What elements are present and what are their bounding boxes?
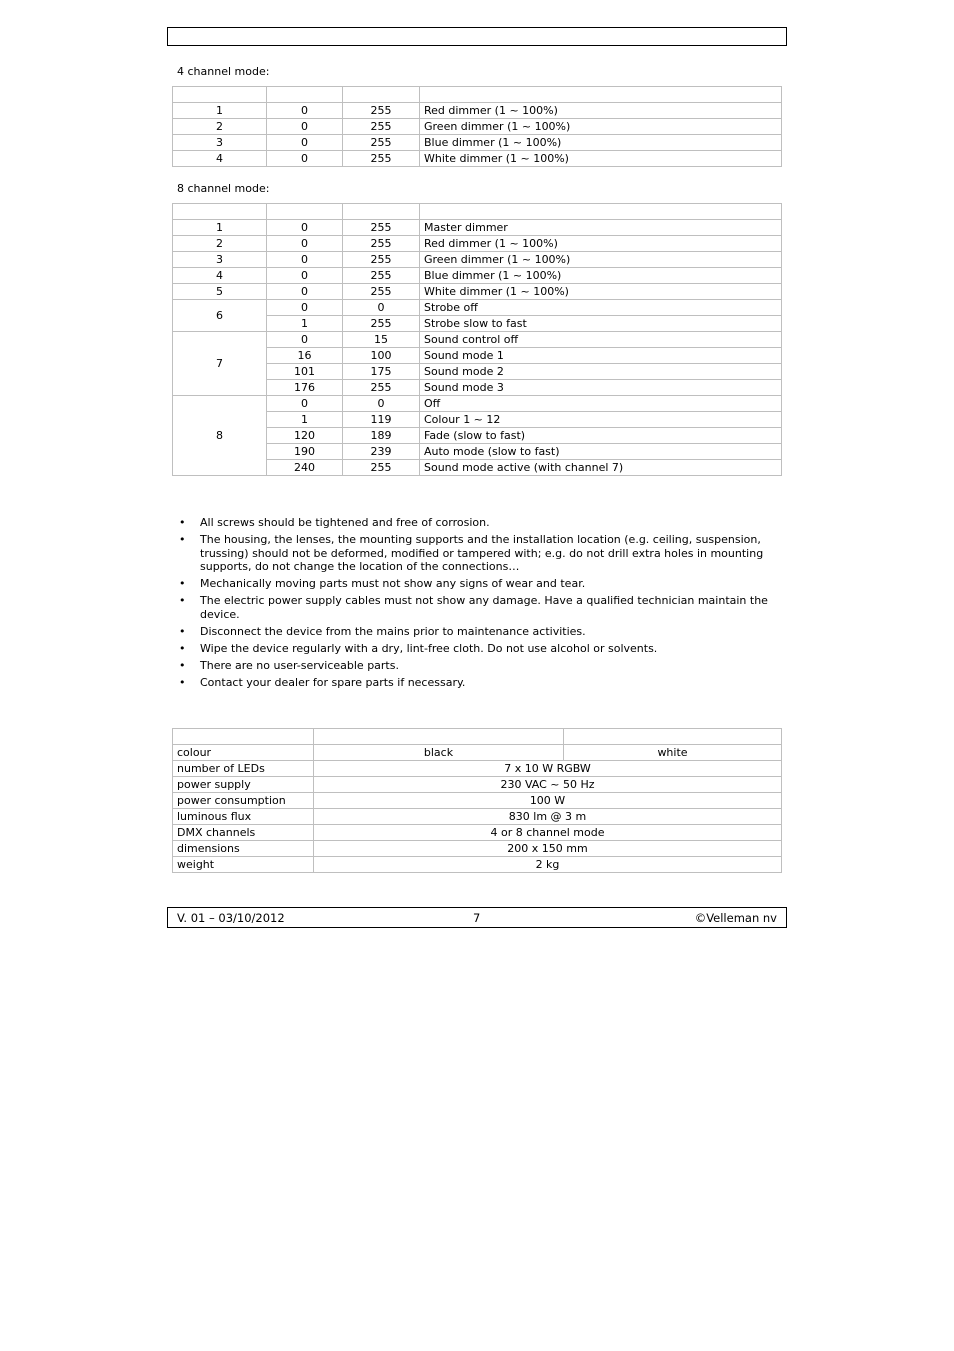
to-cell: 255 xyxy=(343,236,420,252)
spec-label: DMX channels xyxy=(173,825,314,841)
bullet-icon: • xyxy=(179,594,186,607)
maintenance-list xyxy=(173,516,783,693)
list-item: • Contact your dealer for spare parts if necessary. xyxy=(179,675,466,689)
spec-label: power consumption xyxy=(173,793,314,809)
table-header-row xyxy=(173,729,782,745)
table-row xyxy=(173,119,782,135)
to-cell: 255 xyxy=(343,252,420,268)
function-cell: White dimmer (1 ~ 100%) xyxy=(420,284,782,300)
table-header-row xyxy=(173,204,782,220)
channel-cell: 4 xyxy=(173,268,267,284)
list-item: • All screws should be tightened and free of corrosion. xyxy=(179,516,490,529)
bullet-icon: • xyxy=(179,624,186,638)
from-cell: 0 xyxy=(267,151,343,167)
to-cell: 189 xyxy=(343,428,420,444)
table-row xyxy=(173,220,782,236)
spec-value: 830 lm @ 3 m xyxy=(314,809,782,825)
channel-cell: 3 xyxy=(173,135,267,151)
from-cell: 0 xyxy=(267,103,343,119)
to-cell: 255 xyxy=(343,284,420,300)
function-cell: Sound mode 3 xyxy=(420,380,782,396)
bullet-icon: • xyxy=(179,675,186,689)
list-item: • The electric power supply cables must not show any damage. Have a qualified technician maintain the device. xyxy=(179,594,768,621)
table-row xyxy=(173,761,782,777)
table-header-row xyxy=(173,87,782,103)
spec-label: weight xyxy=(173,857,314,873)
from-cell: 120 xyxy=(267,428,343,444)
spec-label: colour xyxy=(173,745,314,761)
from-cell: 0 xyxy=(267,396,343,412)
to-cell: 255 xyxy=(343,220,420,236)
table-row xyxy=(173,135,782,151)
function-cell: Off xyxy=(420,396,782,412)
from-cell: 0 xyxy=(267,332,343,348)
table-row xyxy=(173,284,782,300)
to-cell: 255 xyxy=(343,151,420,167)
to-cell: 100 xyxy=(343,348,420,364)
to-cell: 119 xyxy=(343,412,420,428)
spec-value: 200 x 150 mm xyxy=(314,841,782,857)
table-row xyxy=(173,300,782,316)
table-row xyxy=(173,809,782,825)
spec-value: 7 x 10 W RGBW xyxy=(314,761,782,777)
table-row xyxy=(173,151,782,167)
from-cell: 240 xyxy=(267,460,343,476)
table-row xyxy=(173,268,782,284)
from-cell: 0 xyxy=(267,236,343,252)
from-cell: 16 xyxy=(267,348,343,364)
list-item: • Mechanically moving parts must not show any signs of wear and tear. xyxy=(179,577,586,590)
mode4-table xyxy=(172,86,782,167)
bullet-icon: • xyxy=(179,516,186,529)
function-cell: Sound mode active (with channel 7) xyxy=(420,460,782,476)
table-row xyxy=(173,825,782,841)
function-cell: Sound control off xyxy=(420,332,782,348)
table-row xyxy=(173,777,782,793)
spec-label: luminous flux xyxy=(173,809,314,825)
from-cell: 190 xyxy=(267,444,343,460)
function-cell: Strobe slow to fast xyxy=(420,316,782,332)
to-cell: 255 xyxy=(343,316,420,332)
to-cell: 175 xyxy=(343,364,420,380)
table-row xyxy=(173,103,782,119)
from-cell: 0 xyxy=(267,220,343,236)
function-cell: Green dimmer (1 ~ 100%) xyxy=(420,252,782,268)
list-item: • The housing, the lenses, the mounting supports and the installation location (e.g. ceiling, suspension, trussing) should not be deformed, modified or tampered with; e.g. do not drill extra holes in mounting supports, do not change the location of the connections… xyxy=(179,533,764,573)
from-cell: 176 xyxy=(267,380,343,396)
from-cell: 101 xyxy=(267,364,343,380)
from-cell: 0 xyxy=(267,284,343,300)
spec-label: power supply xyxy=(173,777,314,793)
channel-cell: 2 xyxy=(173,236,267,252)
channel-cell: 1 xyxy=(173,103,267,119)
channel-cell: 6 xyxy=(173,300,267,332)
function-cell: Strobe off xyxy=(420,300,782,316)
to-cell: 255 xyxy=(343,460,420,476)
to-cell: 239 xyxy=(343,444,420,460)
from-cell: 0 xyxy=(267,252,343,268)
function-cell: Blue dimmer (1 ~ 100%) xyxy=(420,135,782,151)
bullet-icon: • xyxy=(179,641,186,655)
page-header-box xyxy=(167,27,787,46)
page-footer xyxy=(167,907,787,928)
channel-cell: 2 xyxy=(173,119,267,135)
from-cell: 0 xyxy=(267,135,343,151)
to-cell: 255 xyxy=(343,103,420,119)
to-cell: 255 xyxy=(343,119,420,135)
spec-label: number of LEDs xyxy=(173,761,314,777)
table-row xyxy=(173,745,782,761)
from-cell: 0 xyxy=(267,300,343,316)
to-cell: 255 xyxy=(343,135,420,151)
from-cell: 1 xyxy=(267,316,343,332)
from-cell: 1 xyxy=(267,412,343,428)
spec-value: white xyxy=(564,745,782,761)
bullet-icon: • xyxy=(179,533,186,546)
channel-cell: 5 xyxy=(173,284,267,300)
function-cell: White dimmer (1 ~ 100%) xyxy=(420,151,782,167)
from-cell: 0 xyxy=(267,268,343,284)
list-item: • Disconnect the device from the mains prior to maintenance activities. xyxy=(179,624,586,638)
table-row xyxy=(173,236,782,252)
function-cell: Red dimmer (1 ~ 100%) xyxy=(420,236,782,252)
function-cell: Sound mode 2 xyxy=(420,364,782,380)
table-row xyxy=(173,841,782,857)
channel-cell: 4 xyxy=(173,151,267,167)
to-cell: 0 xyxy=(343,396,420,412)
mode8-caption: 8 channel mode: xyxy=(177,182,270,195)
function-cell: Master dimmer xyxy=(420,220,782,236)
spec-value: 4 or 8 channel mode xyxy=(314,825,782,841)
spec-label: dimensions xyxy=(173,841,314,857)
channel-cell: 8 xyxy=(173,396,267,476)
function-cell: Colour 1 ~ 12 xyxy=(420,412,782,428)
mode8-table xyxy=(172,203,782,476)
mode4-caption: 4 channel mode: xyxy=(177,65,270,78)
function-cell: Red dimmer (1 ~ 100%) xyxy=(420,103,782,119)
function-cell: Auto mode (slow to fast) xyxy=(420,444,782,460)
channel-cell: 1 xyxy=(173,220,267,236)
function-cell: Sound mode 1 xyxy=(420,348,782,364)
spec-value: 2 kg xyxy=(314,857,782,873)
to-cell: 0 xyxy=(343,300,420,316)
table-row xyxy=(173,332,782,348)
channel-cell: 3 xyxy=(173,252,267,268)
footer-version: V. 01 – 03/10/2012 xyxy=(177,911,285,925)
table-row xyxy=(173,857,782,873)
list-item: • There are no user-serviceable parts. xyxy=(179,658,399,672)
bullet-icon: • xyxy=(179,658,186,672)
footer-copyright: ©Velleman nv xyxy=(694,911,777,925)
table-row xyxy=(173,396,782,412)
table-row xyxy=(173,793,782,809)
footer-page-number: 7 xyxy=(473,911,481,925)
spec-value: black xyxy=(314,745,564,761)
function-cell: Blue dimmer (1 ~ 100%) xyxy=(420,268,782,284)
spec-value: 230 VAC ~ 50 Hz xyxy=(314,777,782,793)
specs-table xyxy=(172,728,782,873)
from-cell: 0 xyxy=(267,119,343,135)
channel-cell: 7 xyxy=(173,332,267,396)
to-cell: 255 xyxy=(343,380,420,396)
bullet-icon: • xyxy=(179,577,186,590)
spec-value: 100 W xyxy=(314,793,782,809)
to-cell: 15 xyxy=(343,332,420,348)
function-cell: Fade (slow to fast) xyxy=(420,428,782,444)
to-cell: 255 xyxy=(343,268,420,284)
list-item: • Wipe the device regularly with a dry, lint-free cloth. Do not use alcohol or solvents. xyxy=(179,641,658,655)
function-cell: Green dimmer (1 ~ 100%) xyxy=(420,119,782,135)
table-row xyxy=(173,252,782,268)
